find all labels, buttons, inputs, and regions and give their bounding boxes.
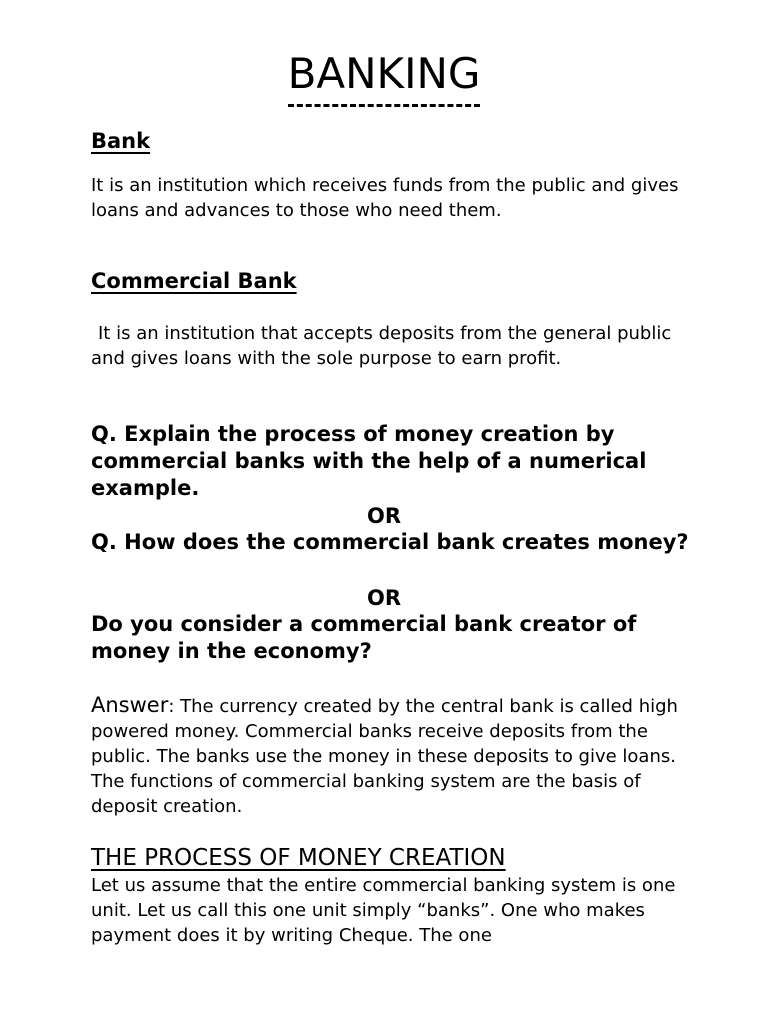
- bank-definition: It is an institution which receives funds from the public and gives loans and advances to those who need them.: [91, 175, 679, 221]
- commercial-bank-heading: Commercial Bank: [91, 269, 297, 293]
- page-title-text: BANKING: [288, 46, 481, 107]
- commercial-bank-definition: It is an institution that accepts deposits from the general public and gives loans with the sole purpose to earn profit.: [91, 323, 672, 369]
- question-3: Do you consider a commercial bank creator of money in the economy?: [91, 612, 637, 663]
- or-divider-2: OR: [366, 586, 402, 610]
- bank-heading: Bank: [91, 129, 151, 153]
- or-divider-1: OR: [366, 504, 402, 528]
- question-2: Q. How does the commercial bank creates money?: [91, 530, 689, 554]
- question-1: Q. Explain the process of money creation by commercial banks with the help of a numerical example.: [91, 422, 647, 500]
- answer-paragraph: [91, 693, 681, 819]
- process-heading: THE PROCESS OF MONEY CREATION: [91, 845, 506, 871]
- process-paragraph: Let us assume that the entire commercial banking system is one unit. Let us call this one unit simply “banks”. One who makes payment does it by writing Cheque. The one: [91, 875, 676, 946]
- answer-text: : The currency created by the central bank is called high powered money. Commercial banks receive deposits from the public. The banks use the money in these deposits to give loans. The functions of commercial banking system are the basis of deposit creation.: [91, 696, 678, 817]
- answer-label: Answer: [91, 693, 169, 717]
- page-title: [0, 46, 768, 107]
